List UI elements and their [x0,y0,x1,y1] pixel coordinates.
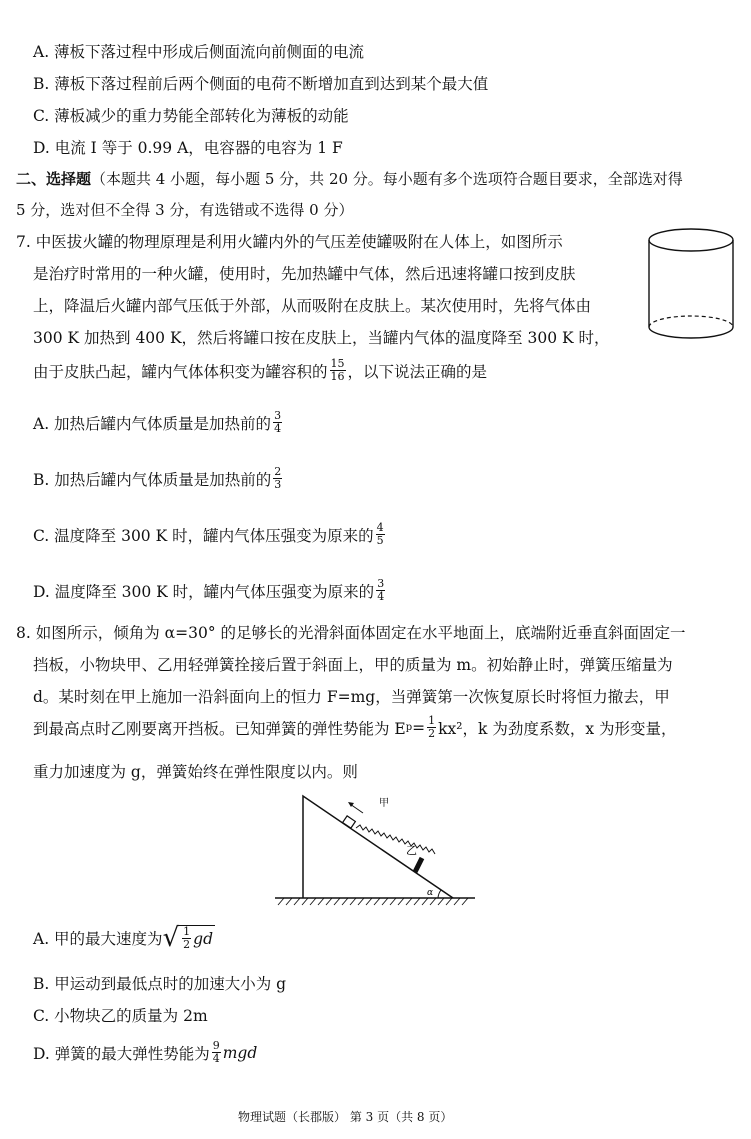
option-c-prev: C. 薄板减少的重力势能全部转化为薄板的动能 [33,107,349,125]
section-title: 二、选择题 [16,170,92,188]
q8-option-d[interactable]: D. 弹簧的最大弹性势能为 $\frac{9}{4}$ mgd [33,1039,258,1065]
alpha-label: α [427,888,434,898]
q8-line-4: 到最高点时乙刚要离开挡板。已知弹簧的弹性势能为 E p = $\frac{1}{2}$ kx²，k 为劲度系数，x 为形变量， [33,714,677,740]
q7-line-1: 7. 中医拔火罐的物理原理是利用火罐内外的气压差使罐吸附在人体上，如图所示 [16,233,563,251]
q7-option-d[interactable]: D. 温度降至 300 K 时，罐内气体压强变为原来的 $\frac{3}{4}$ [33,577,385,603]
q7-line-5: 由于皮肤凸起，罐内气体体积变为罐容积的 $\frac{15}{16}$ ，以下说法正确的是 [33,357,488,383]
q8-line-5: 重力加速度为 g，弹簧始终在弹性限度以内。则 [33,763,358,781]
fraction: $\frac{15}{16}$ [330,357,345,383]
option-b-prev: B. 薄板下落过程前后两个侧面的电荷不断增加直到达到某个最大值 [33,75,489,93]
q8-option-c[interactable]: C. 小物块乙的质量为 2m [33,1007,208,1025]
option-a-prev: A. 薄板下落过程中形成后侧面流向前侧面的电流 [33,43,365,61]
fraction: $\frac{3}{4}$ [377,577,385,603]
cupping-jar-figure [645,225,741,345]
q8-option-a[interactable]: A. 甲的最大速度为 √ $\frac{1}{2}$ gd [33,923,213,953]
option-d-prev: D. 电流 I 等于 0.99 A，电容器的电容为 1 F [33,139,343,157]
yi-label: 乙 [406,844,417,857]
page-footer: 物理试题（长郡版） 第 3 页（共 8 页） [238,1110,453,1124]
q7-option-c[interactable]: C. 温度降至 300 K 时，罐内气体压强变为原来的 $\frac{4}{5}$ [33,521,384,547]
sqrt: √ $\frac{1}{2}$ gd [162,923,213,953]
q7-option-b[interactable]: B. 加热后罐内气体质量是加热前的 $\frac{2}{3}$ [33,465,282,491]
fraction: $\frac{1}{2}$ [428,714,436,740]
q7-line-2: 是治疗时常用的一种火罐，使用时，先加热罐中气体，然后迅速将罐口按到皮肤 [33,265,576,283]
q8-line-3: d。某时刻在甲上施加一沿斜面向上的恒力 F=mg，当弹簧第一次恢复原长时将恒力撤去，甲 [33,688,670,706]
q8-line-2: 挡板，小物块甲、乙用轻弹簧拴接后置于斜面上，甲的质量为 m。初始静止时，弹簧压缩量为 [33,656,673,674]
fraction: $\frac{1}{2}$ [183,925,191,951]
q7-option-a[interactable]: A. 加热后罐内气体质量是加热前的 $\frac{3}{4}$ [33,409,282,435]
q8-option-b[interactable]: B. 甲运动到最低点时的加速大小为 g [33,975,287,993]
section-header [16,168,683,189]
section-desc: （本题共 4 小题，每小题 5 分，共 20 分。每小题有多个选项符合题目要求，全部选对得 [91,170,683,188]
q7-line-4: 300 K 加热到 400 K，然后将罐口按在皮肤上，当罐内气体的温度降至 300 K 时， [33,329,610,347]
fraction: $\frac{4}{5}$ [376,521,384,547]
jia-label: 甲 [379,798,389,809]
fraction: $\frac{2}{3}$ [274,465,282,491]
q7-line-3: 上，降温后火罐内部气压低于外部，从而吸附在皮肤上。某次使用时，先将气体由 [33,297,592,315]
fraction: $\frac{3}{4}$ [274,409,282,435]
q8-line-1: 8. 如图所示，倾角为 α=30° 的足够长的光滑斜面体固定在水平地面上，底端附近垂直斜面固定一 [16,624,686,642]
section-desc-2: 5 分，选对但不全得 3 分，有选错或不选得 0 分） [16,201,354,219]
incline-figure [270,788,480,912]
fraction: $\frac{9}{4}$ [212,1039,220,1065]
